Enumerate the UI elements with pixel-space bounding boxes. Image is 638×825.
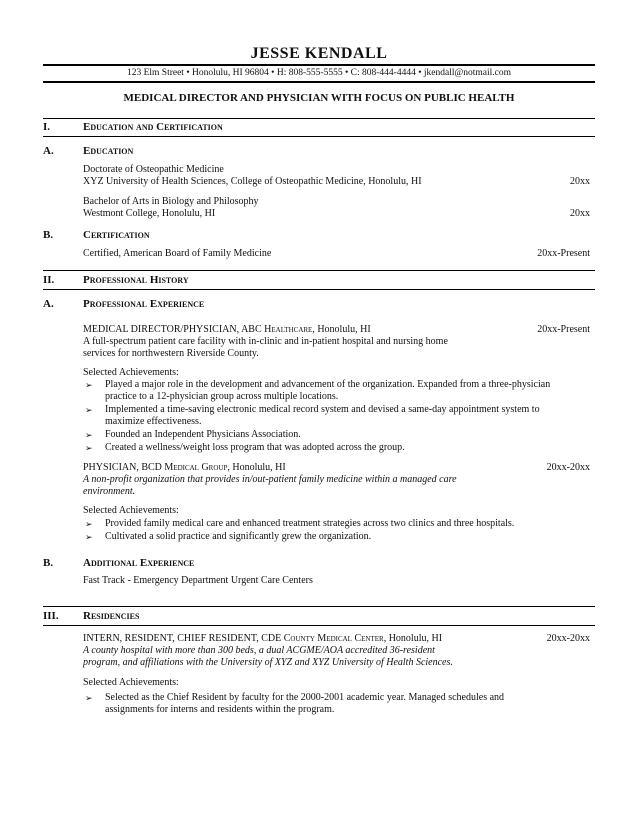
bullet-arrow-icon: ➢ <box>85 430 93 440</box>
bullet-arrow-icon: ➢ <box>85 532 93 542</box>
job-1-bullet-3: Founded an Independent Physicians Association. <box>105 429 301 440</box>
certification-number: B. <box>43 229 54 241</box>
date-1: 20xx <box>570 176 590 187</box>
resume-name: JESSE KENDALL <box>250 45 388 62</box>
section-2-rule-bottom <box>43 289 595 290</box>
job-1-bullet-4: Created a wellness/weight loss program that was adopted across the group. <box>105 442 405 453</box>
residency-achievements-label: Selected Achievements: <box>83 677 179 688</box>
section-3-rule-bottom <box>43 625 595 626</box>
school-2: Westmont College, Honolulu, HI <box>83 208 216 219</box>
bullet-arrow-icon: ➢ <box>85 443 93 453</box>
education-number: A. <box>43 145 54 157</box>
bullet-arrow-icon: ➢ <box>85 519 93 529</box>
job-1-bullet-2: Implemented a time-saving electronic medical record system and devised a same-day appointment system to <box>105 404 540 415</box>
job-2-desc-line-2: environment. <box>83 486 136 497</box>
job-1-achievements-label: Selected Achievements: <box>83 367 179 378</box>
certification-text: Certified, American Board of Family Medicine <box>83 248 272 259</box>
bullet-arrow-icon: ➢ <box>85 405 93 415</box>
additional-text: Fast Track - Emergency Department Urgent Care Centers <box>83 575 313 586</box>
job-1-bullet-1: Played a major role in the development and advancement of the organization. Expanded from a three-physician <box>105 379 551 390</box>
job-1-title: MEDICAL DIRECTOR/PHYSICIAN, ABC Healthcare, Honolulu, HI <box>83 324 371 335</box>
job-2-bullet-1: Provided family medical care and enhanced treatment strategies across two clinics and three hospitals. <box>105 518 515 529</box>
job-2-title: PHYSICIAN, BCD Medical Group, Honolulu, HI <box>83 462 286 473</box>
residency-date: 20xx-20xx <box>546 633 590 644</box>
objective-title: MEDICAL DIRECTOR AND PHYSICIAN WITH FOCUS ON PUBLIC HEALTH <box>123 92 515 104</box>
job-2-date: 20xx-20xx <box>546 462 590 473</box>
additional-number: B. <box>43 557 54 569</box>
job-1-bullet-1-cont: practice to a 12-physician group across multiple locations. <box>105 391 339 402</box>
residency-desc-line-1: A county hospital with more than 300 beds, a dual ACGME/AOA accredited 36-resident <box>83 645 435 656</box>
section-2-rule-top <box>43 270 595 271</box>
job-1-desc-line-1: A full-spectrum patient care facility with in-clinic and in-patient hospital and nursing home <box>83 336 448 347</box>
school-1: XYZ University of Health Sciences, College of Osteopathic Medicine, Honolulu, HI <box>83 176 422 187</box>
experience-title: Professional Experience <box>83 298 205 310</box>
job-2-achievements-label: Selected Achievements: <box>83 505 179 516</box>
residency-bullet-1: Selected as the Chief Resident by faculty for the 2000-2001 academic year. Managed schedules and <box>105 692 505 703</box>
job-2-desc-line-1: A non-profit organization that provides in/out-patient family medicine within a managed care <box>83 474 457 485</box>
section-1-rule-bottom <box>43 136 595 137</box>
job-2-bullet-2: Cultivated a solid practice and significantly grew the organization. <box>105 531 372 542</box>
section-3-title: Residencies <box>83 610 140 622</box>
residency-bullet-1-cont: assignments for interns and residents within the program. <box>105 704 335 715</box>
certification-title: Certification <box>83 229 150 241</box>
residency-desc-line-2: program, and affiliations with the University of XYZ and XYZ University of Health Sciences. <box>83 657 453 668</box>
section-2-title: Professional History <box>83 274 189 286</box>
section-1-number: I. <box>43 121 51 133</box>
residency-title: INTERN, RESIDENT, CHIEF RESIDENT, CDE County Medical Center, Honolulu, HI <box>83 633 443 644</box>
degree-1: Doctorate of Osteopathic Medicine <box>83 164 224 175</box>
section-2-number: II. <box>43 274 55 286</box>
experience-number: A. <box>43 298 54 310</box>
bullet-arrow-icon: ➢ <box>85 693 93 703</box>
section-3-number: III. <box>43 610 59 622</box>
section-1-rule-top <box>43 118 595 119</box>
contact-line: 123 Elm Street • Honolulu, HI 96804 • H: 808-555-5555 • C: 808-444-4444 • jkendall@notmail.com <box>126 68 512 78</box>
education-title: Education <box>83 145 134 157</box>
job-1-date: 20xx-Present <box>537 324 590 335</box>
section-1-title: Education and Certification <box>83 121 223 133</box>
additional-title: Additional Experience <box>83 557 195 569</box>
job-1-desc-line-2: services for northwestern Riverside County. <box>83 348 259 359</box>
certification-date: 20xx-Present <box>537 248 590 259</box>
degree-2: Bachelor of Arts in Biology and Philosophy <box>83 196 259 207</box>
bullet-arrow-icon: ➢ <box>85 380 93 390</box>
header-rule-top <box>43 64 595 66</box>
job-1-bullet-2-cont: maximize effectiveness. <box>105 416 202 427</box>
date-2: 20xx <box>570 208 590 219</box>
header-rule-bottom <box>43 81 595 83</box>
section-3-rule-top <box>43 606 595 607</box>
